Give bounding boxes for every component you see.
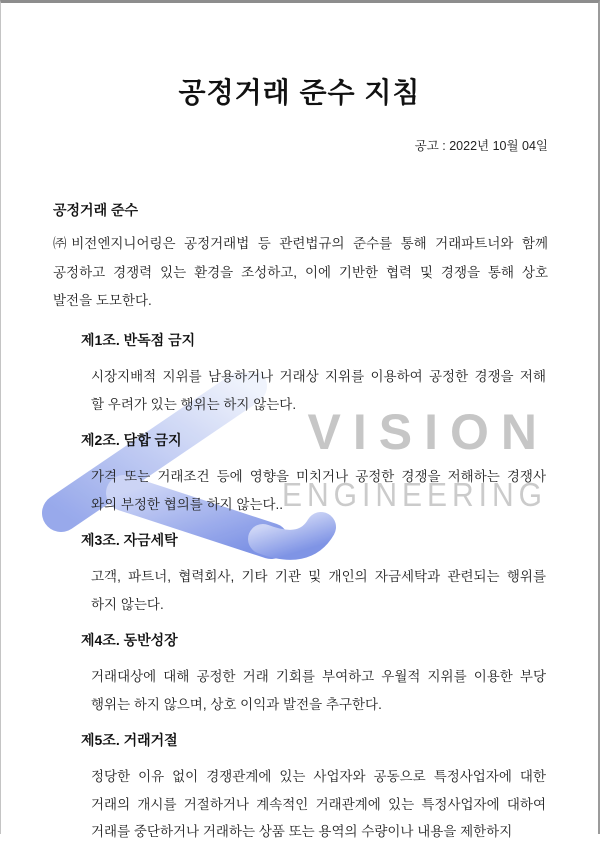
article-section xyxy=(1,430,598,530)
intro-heading: 공정거래 준수 xyxy=(53,202,139,218)
text-line: 발전을 도모한다. xyxy=(53,293,152,308)
text-line: ㈜비전엔지니어링은 공정거래법 등 관련법규의 준수를 통해 거래파트너와 함께 xyxy=(53,236,548,251)
page-title: 공정거래 준수 지침 xyxy=(178,77,421,108)
article-section xyxy=(1,330,598,430)
watermark-engineering-text: ENGINEERING xyxy=(281,476,547,514)
article-body xyxy=(91,663,546,718)
article-body xyxy=(91,563,546,618)
text-line: 시장지배적 지위를 남용하거나 거래상 지위를 이용하여 공정한 경쟁을 저해 xyxy=(91,369,546,384)
text-line: 하지 않는다. xyxy=(91,596,164,612)
article-heading: 제5조. 거래거절 xyxy=(81,732,178,748)
text-line: 정당한 이유 없이 경쟁관계에 있는 사업자와 공동으로 특정사업자에 대한 xyxy=(91,769,546,784)
text-line: 가격 또는 거래조건 등에 영향을 미치거나 공정한 경쟁을 저해하는 경쟁사 xyxy=(91,469,546,484)
text-line: 거래의 개시를 거절하거나 계속적인 거래관계에 있는 특정사업자에 대하여 xyxy=(91,796,546,812)
text-line: 거래를 중단하거나 거래하는 상품 또는 용역의 수량이나 내용을 제한하지 xyxy=(91,824,513,839)
intro-paragraph xyxy=(53,230,548,316)
article-heading: 제2조. 담합 금지 xyxy=(81,432,182,448)
text-line: 와의 부정한 협의를 하지 않는다.. xyxy=(91,496,284,512)
article-section xyxy=(1,630,598,730)
text-line: 행위는 하지 않으며, 상호 이익과 발전을 추구한다. xyxy=(91,696,382,712)
article-body xyxy=(91,763,546,846)
article-body xyxy=(91,363,546,418)
watermark-vision-text: VISION xyxy=(307,404,549,460)
text-line: 고객, 파트너, 협력회사, 기타 기관 및 개인의 자금세탁과 관련되는 행위를 xyxy=(91,569,546,584)
article-heading: 제3조. 자금세탁 xyxy=(81,532,178,548)
text-line: 거래대상에 대해 공정한 거래 기회를 부여하고 우월적 지위를 이용한 부당 xyxy=(91,669,546,684)
article-section xyxy=(1,730,598,839)
text-line: 할 우려가 있는 행위는 하지 않는다. xyxy=(91,396,297,412)
document-content xyxy=(1,3,598,839)
article-heading: 제1조. 반독점 금지 xyxy=(81,332,196,348)
article-body xyxy=(91,463,546,518)
notice-date: 공고 : 2022년 10월 04일 xyxy=(414,139,548,153)
article-heading: 제4조. 동반성장 xyxy=(81,632,178,648)
article-section xyxy=(1,530,598,630)
text-line: 공정하고 경쟁력 있는 환경을 조성하고, 이에 기반한 협력 및 경쟁을 통해 상호 xyxy=(53,264,548,280)
